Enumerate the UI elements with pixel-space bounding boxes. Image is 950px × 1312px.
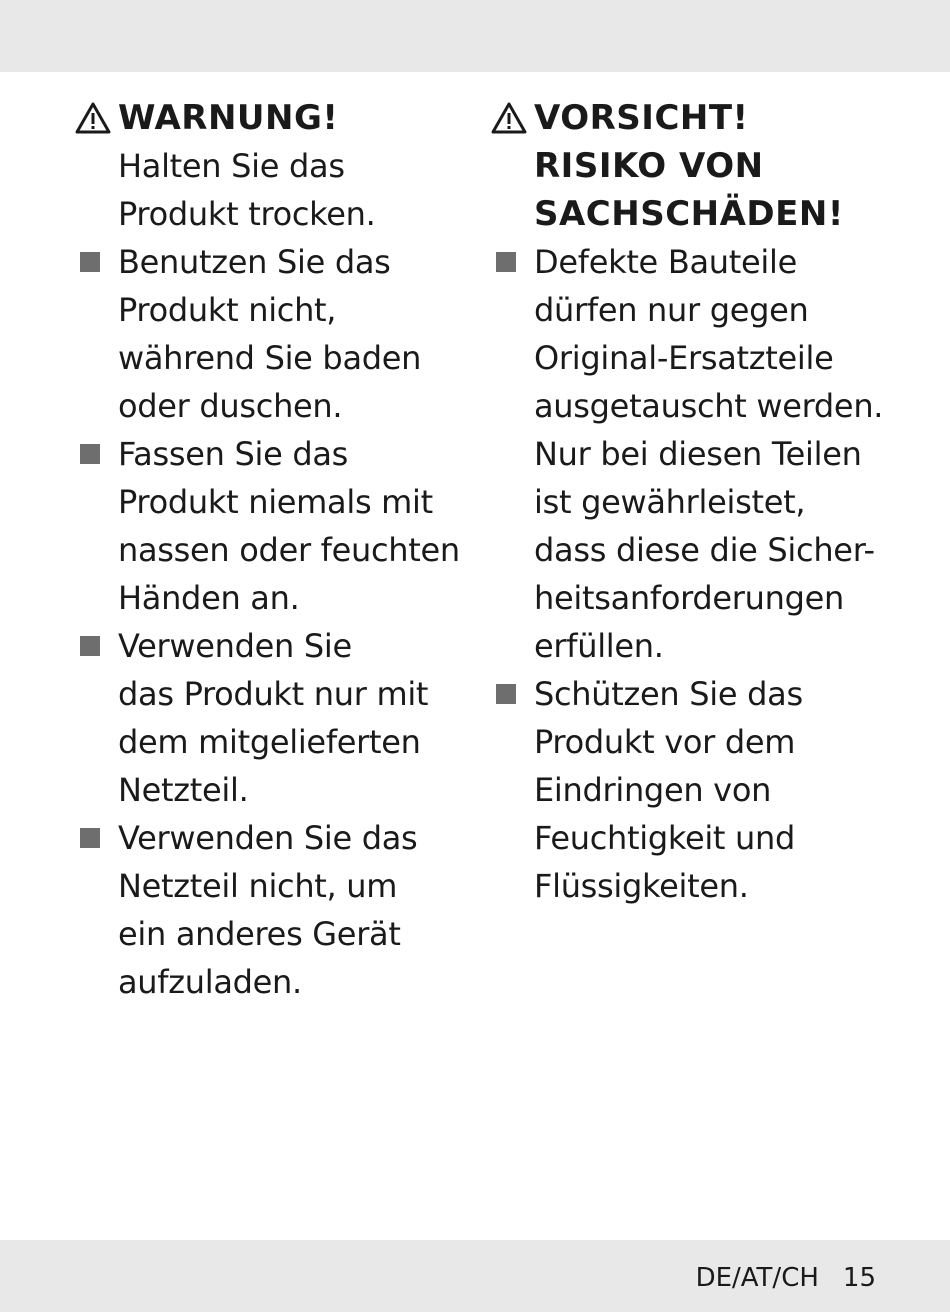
warning-intro-text: Halten Sie das Produkt trocken. xyxy=(118,147,376,233)
list-item-text: Fassen Sie das Produkt niemals mit nassen oder feuchten Händen an. xyxy=(118,435,460,617)
list-item xyxy=(74,430,464,622)
caution-heading-text: VORSICHT! RISIKO VON SACHSCHÄDEN! xyxy=(534,98,844,234)
list-item xyxy=(74,814,464,1006)
caution-section xyxy=(490,94,890,910)
list-item-text: Benutzen Sie das Produkt nicht, während Sie baden oder duschen. xyxy=(118,243,422,425)
header-band xyxy=(0,0,950,72)
page-footer xyxy=(696,1258,876,1298)
list-item xyxy=(74,238,464,430)
square-bullet-icon xyxy=(490,238,534,286)
square-bullet-icon xyxy=(74,622,118,670)
square-bullet-icon xyxy=(74,238,118,286)
list-item xyxy=(490,670,890,910)
warning-triangle-icon xyxy=(490,94,534,142)
list-item-text: Defekte Bauteile dürfen nur gegen Original-Ersatzteile ausgetauscht werden. Nur bei diesen Teilen ist gewährleistet, dass diese die Sicher- heitsanforderungen erfüllen. xyxy=(534,243,884,665)
list-item xyxy=(74,622,464,814)
footer-region: DE/AT/CH xyxy=(695,1263,819,1293)
list-item-text: Verwenden Sie das Produkt nur mit dem mitgelieferten Netzteil. xyxy=(118,627,429,809)
square-bullet-icon xyxy=(74,430,118,478)
square-bullet-icon xyxy=(74,814,118,862)
list-item-text: Verwenden Sie das Netzteil nicht, um ein anderes Gerät aufzuladen. xyxy=(118,819,418,1001)
page-number: 15 xyxy=(842,1263,876,1293)
list-item-text: Schützen Sie das Produkt vor dem Eindringen von Feuchtigkeit und Flüssigkeiten. xyxy=(534,675,803,905)
warning-heading-text: WARNUNG! xyxy=(118,98,339,138)
caution-heading xyxy=(490,94,890,238)
warning-triangle-icon xyxy=(74,94,118,142)
list-item xyxy=(490,238,890,670)
warning-section xyxy=(74,94,464,1006)
square-bullet-icon xyxy=(490,670,534,718)
warning-heading xyxy=(74,94,464,142)
